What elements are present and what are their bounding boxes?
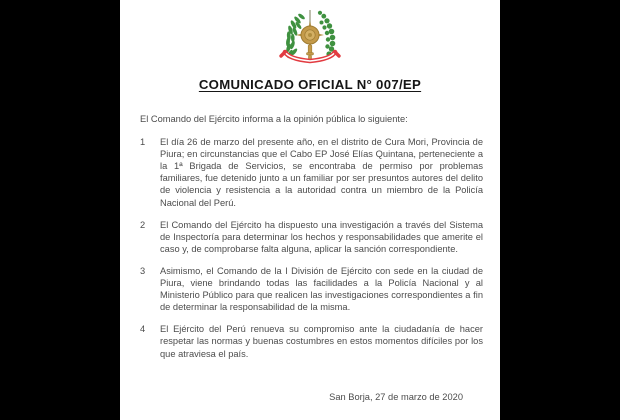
item-text: El Ejército del Perú renueva su compromiso ante la ciudadanía de hacer respetar las normas y buenas costumbres en estos momentos difíciles por los que atraviesa el país. bbox=[160, 324, 483, 359]
list-item bbox=[137, 219, 483, 255]
peruvian-army-crest-icon bbox=[277, 8, 343, 68]
crest-container bbox=[137, 8, 483, 70]
item-text: El día 26 de marzo del presente año, en el distrito de Cura Mori, Provincia de Piura; en circunstancias que el Cabo EP José Elías Quintana, perteneciente a la 1ª Brigada de Servicios, se encontraba de permiso por problemas familiares, fue detenido junto a un familiar por ser presuntos autores del delito de violencia y resistencia a la autoridad contra un miembro de la Policía Nacional del Perú. bbox=[160, 137, 483, 208]
intro-line: El Comando del Ejército informa a la opinión pública lo siguiente: bbox=[140, 114, 408, 124]
item-text: Asimismo, el Comando de la I División de Ejército con sede en la ciudad de Piura, viene brindando todas las facilidades a la Policía Nacional y al Ministerio Público para que realicen las investigaciones correspondientes a fin de determinar la responsabilidad de la misma. bbox=[160, 265, 483, 313]
numbered-list bbox=[137, 136, 483, 360]
document-title: COMUNICADO OFICIAL N° 007/EP bbox=[198, 77, 422, 92]
list-item bbox=[137, 265, 483, 313]
list-item bbox=[137, 136, 483, 209]
dateline: San Borja, 27 de marzo de 2020 bbox=[329, 392, 463, 402]
item-number: 4 bbox=[140, 324, 146, 335]
communique-page bbox=[120, 0, 500, 420]
item-number: 1 bbox=[140, 137, 146, 148]
item-number: 3 bbox=[140, 265, 146, 276]
list-item bbox=[137, 323, 483, 359]
item-number: 2 bbox=[140, 219, 146, 230]
item-text: El Comando del Ejército ha dispuesto una investigación a través del Sistema de Inspectoría para determinar los hechos y responsabilidades que amerite el caso y, de comprobarse falta alguna, aplicar la sanción correspondiente. bbox=[160, 219, 483, 254]
